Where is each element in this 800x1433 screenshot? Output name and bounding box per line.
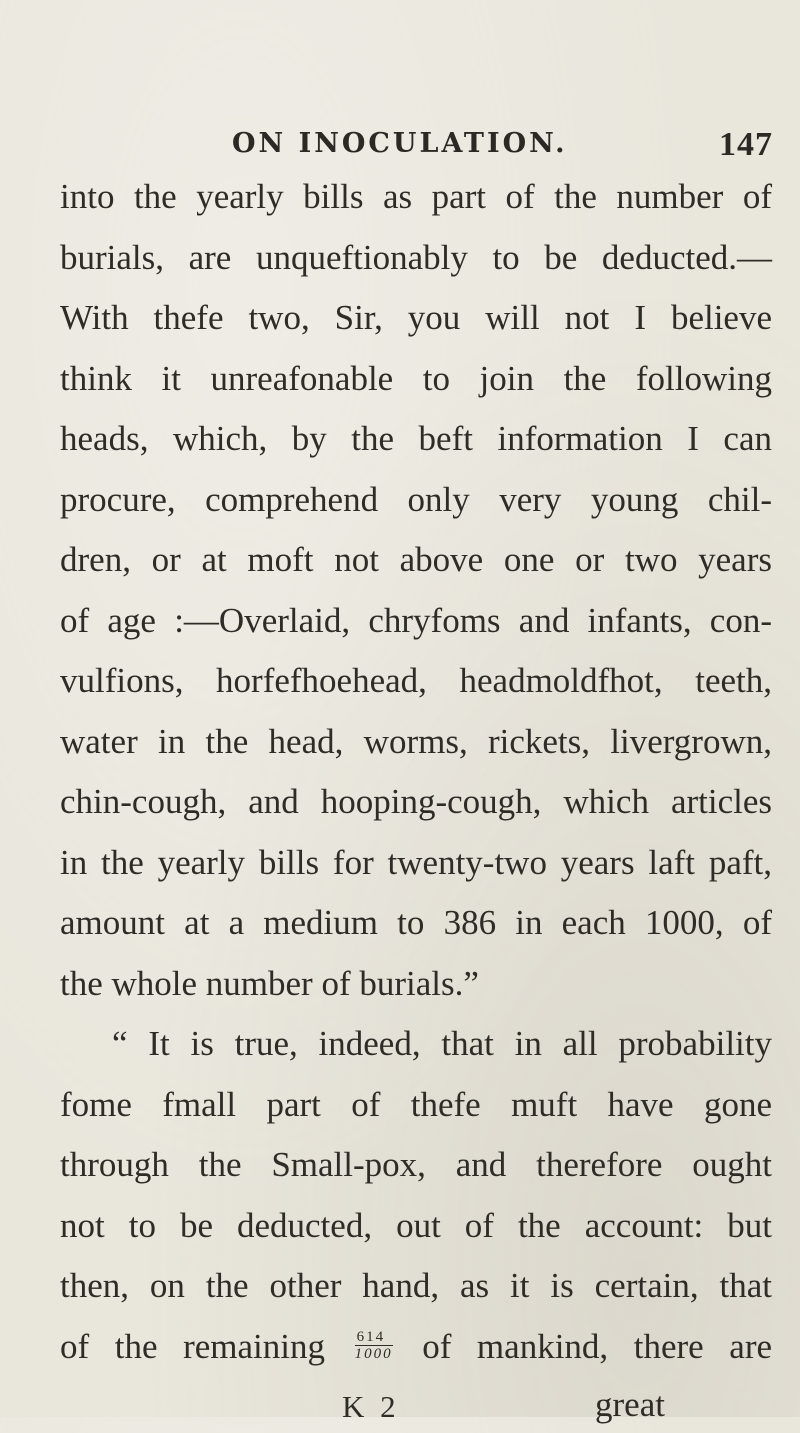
text-line: fome fmall part of thefe muft have gone (60, 1084, 772, 1124)
text-line: the whole number of burials.” (60, 963, 479, 1003)
text-line: of age :—Overlaid, chryfoms and infants, con- (60, 600, 772, 640)
signature-mark: K 2 (342, 1389, 400, 1424)
text-line: then, on the other hand, as it is certain, that (60, 1266, 772, 1305)
text-line: chin-cough, and hooping-cough, which articles (60, 782, 772, 821)
text-line: through the Small-pox, and therefore ought (60, 1145, 772, 1184)
text-line: vulfions, horfefhoehead, headmoldfhot, teeth, (60, 661, 772, 700)
text-line: With thefe two, Sir, you will not I believe (60, 298, 772, 337)
text-line: not to be deducted, out of the account: but (60, 1205, 772, 1245)
text-line: in the yearly bills for twenty-two years laft paft, (60, 842, 772, 882)
text-line: procure, comprehend only very young chil- (60, 479, 772, 519)
text-line: water in the head, worms, rickets, livergrown, (60, 721, 772, 761)
text-line: burials, are unqueftionably to be deducted.— (60, 237, 772, 277)
fraction (351, 1330, 397, 1361)
fraction-denominator: 1000 (354, 1345, 393, 1362)
catchword: great (595, 1385, 665, 1424)
running-title: ON INOCULATION. (232, 128, 568, 159)
fraction-numerator: 614 (355, 1330, 393, 1346)
running-head (0, 128, 800, 168)
text-line: into the yearly bills as part of the number of (60, 177, 772, 216)
text-line: dren, or at moft not above one or two years (60, 540, 772, 579)
fraction-line-before: of the remaining (60, 1326, 325, 1366)
text-line: think it unreafonable to join the following (60, 358, 772, 398)
page-number: 147 (719, 126, 773, 163)
text-line: heads, which, by the beft information I can (60, 419, 772, 458)
page-footer (0, 1385, 800, 1433)
text-line: “ It is true, indeed, that in all probability (112, 1024, 772, 1063)
fraction-line-after: of mankind, there are (422, 1326, 773, 1366)
text-line-with-fraction (60, 1327, 772, 1367)
text-line: amount at a medium to 386 in each 1000, of (60, 903, 772, 942)
